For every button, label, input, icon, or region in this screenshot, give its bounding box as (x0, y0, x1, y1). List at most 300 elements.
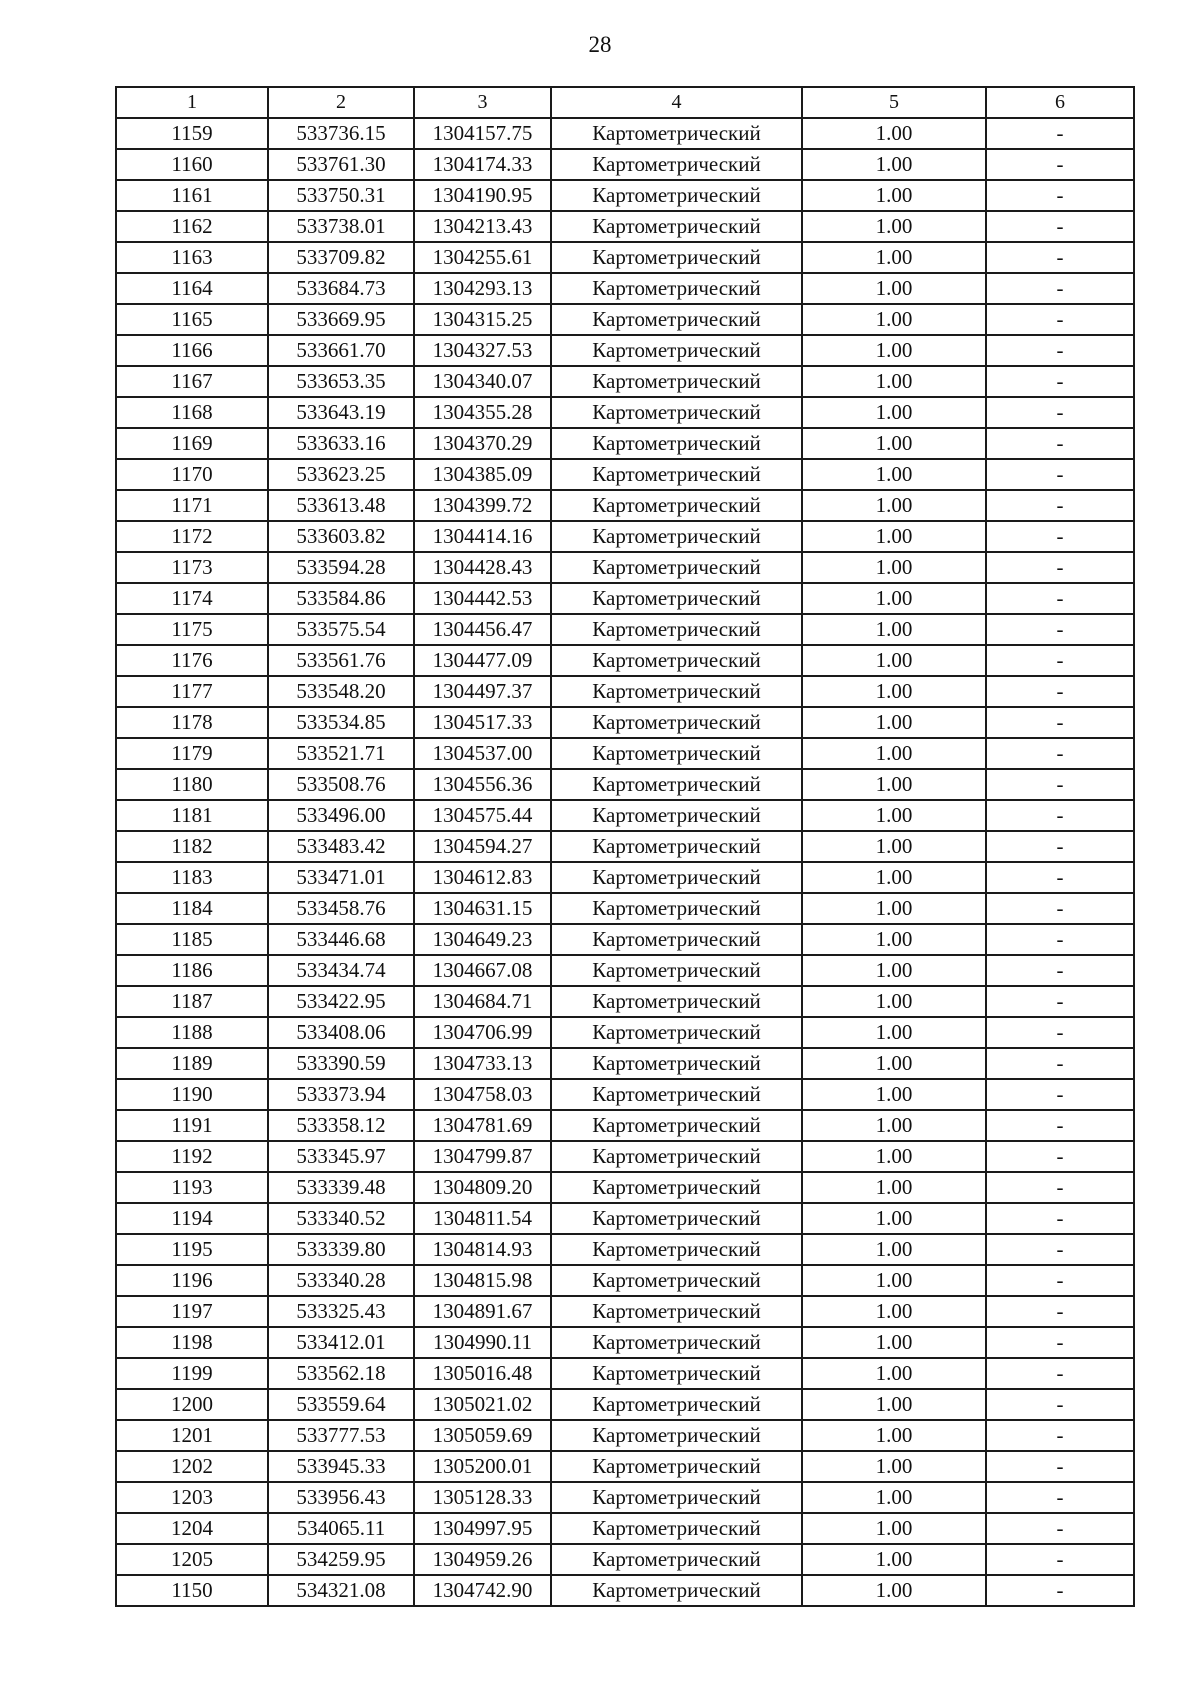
header-row (116, 87, 1134, 118)
method-cell: Картометрический (551, 1451, 802, 1482)
y-coordinate-cell: 1304684.71 (414, 986, 551, 1017)
y-coordinate-cell: 1305021.02 (414, 1389, 551, 1420)
description-cell: - (986, 800, 1134, 831)
description-cell: - (986, 1389, 1134, 1420)
table-row (116, 1451, 1134, 1482)
table-row (116, 1234, 1134, 1265)
method-cell: Картометрический (551, 1327, 802, 1358)
description-cell: - (986, 707, 1134, 738)
y-coordinate-cell: 1304649.23 (414, 924, 551, 955)
x-coordinate-cell: 533390.59 (268, 1048, 414, 1079)
y-coordinate-cell: 1304537.00 (414, 738, 551, 769)
x-coordinate-cell: 533777.53 (268, 1420, 414, 1451)
point-number-cell: 1185 (116, 924, 268, 955)
point-number-cell: 1192 (116, 1141, 268, 1172)
method-cell: Картометрический (551, 1265, 802, 1296)
description-cell: - (986, 1048, 1134, 1079)
x-coordinate-cell: 533483.42 (268, 831, 414, 862)
table-body (116, 118, 1134, 1606)
y-coordinate-cell: 1304399.72 (414, 490, 551, 521)
x-coordinate-cell: 533736.15 (268, 118, 414, 149)
accuracy-cell: 1.00 (802, 180, 986, 211)
description-cell: - (986, 955, 1134, 986)
table-row (116, 149, 1134, 180)
x-coordinate-cell: 534065.11 (268, 1513, 414, 1544)
table-row (116, 118, 1134, 149)
point-number-cell: 1186 (116, 955, 268, 986)
x-coordinate-cell: 533603.82 (268, 521, 414, 552)
point-number-cell: 1183 (116, 862, 268, 893)
description-cell: - (986, 1482, 1134, 1513)
description-cell: - (986, 1141, 1134, 1172)
accuracy-cell: 1.00 (802, 1265, 986, 1296)
description-cell: - (986, 552, 1134, 583)
table-row (116, 1389, 1134, 1420)
x-coordinate-cell: 533613.48 (268, 490, 414, 521)
description-cell: - (986, 1017, 1134, 1048)
point-number-cell: 1173 (116, 552, 268, 583)
table-row (116, 1141, 1134, 1172)
method-cell: Картометрический (551, 738, 802, 769)
point-number-cell: 1190 (116, 1079, 268, 1110)
description-cell: - (986, 986, 1134, 1017)
x-coordinate-cell: 533496.00 (268, 800, 414, 831)
description-cell: - (986, 304, 1134, 335)
accuracy-cell: 1.00 (802, 800, 986, 831)
method-cell: Картометрический (551, 273, 802, 304)
accuracy-cell: 1.00 (802, 1389, 986, 1420)
accuracy-cell: 1.00 (802, 490, 986, 521)
accuracy-cell: 1.00 (802, 1513, 986, 1544)
column-header-3: 3 (414, 87, 551, 118)
accuracy-cell: 1.00 (802, 738, 986, 769)
method-cell: Картометрический (551, 1048, 802, 1079)
description-cell: - (986, 1110, 1134, 1141)
method-cell: Картометрический (551, 1296, 802, 1327)
accuracy-cell: 1.00 (802, 583, 986, 614)
x-coordinate-cell: 533340.28 (268, 1265, 414, 1296)
method-cell: Картометрический (551, 893, 802, 924)
y-coordinate-cell: 1304575.44 (414, 800, 551, 831)
point-number-cell: 1161 (116, 180, 268, 211)
x-coordinate-cell: 533945.33 (268, 1451, 414, 1482)
description-cell: - (986, 366, 1134, 397)
point-number-cell: 1171 (116, 490, 268, 521)
y-coordinate-cell: 1304428.43 (414, 552, 551, 583)
description-cell: - (986, 676, 1134, 707)
description-cell: - (986, 893, 1134, 924)
description-cell: - (986, 1172, 1134, 1203)
x-coordinate-cell: 533408.06 (268, 1017, 414, 1048)
y-coordinate-cell: 1304340.07 (414, 366, 551, 397)
point-number-cell: 1187 (116, 986, 268, 1017)
accuracy-cell: 1.00 (802, 1048, 986, 1079)
y-coordinate-cell: 1304442.53 (414, 583, 551, 614)
table-row (116, 397, 1134, 428)
description-cell: - (986, 583, 1134, 614)
description-cell: - (986, 118, 1134, 149)
accuracy-cell: 1.00 (802, 242, 986, 273)
accuracy-cell: 1.00 (802, 707, 986, 738)
x-coordinate-cell: 533559.64 (268, 1389, 414, 1420)
method-cell: Картометрический (551, 614, 802, 645)
x-coordinate-cell: 533534.85 (268, 707, 414, 738)
method-cell: Картометрический (551, 986, 802, 1017)
accuracy-cell: 1.00 (802, 521, 986, 552)
x-coordinate-cell: 533633.16 (268, 428, 414, 459)
point-number-cell: 1202 (116, 1451, 268, 1482)
method-cell: Картометрический (551, 490, 802, 521)
point-number-cell: 1162 (116, 211, 268, 242)
y-coordinate-cell: 1304733.13 (414, 1048, 551, 1079)
point-number-cell: 1184 (116, 893, 268, 924)
description-cell: - (986, 862, 1134, 893)
y-coordinate-cell: 1304809.20 (414, 1172, 551, 1203)
y-coordinate-cell: 1304799.87 (414, 1141, 551, 1172)
table-row (116, 955, 1134, 986)
description-cell: - (986, 428, 1134, 459)
description-cell: - (986, 335, 1134, 366)
x-coordinate-cell: 533458.76 (268, 893, 414, 924)
table-row (116, 552, 1134, 583)
x-coordinate-cell: 533684.73 (268, 273, 414, 304)
accuracy-cell: 1.00 (802, 397, 986, 428)
description-cell: - (986, 149, 1134, 180)
method-cell: Картометрический (551, 397, 802, 428)
method-cell: Картометрический (551, 1141, 802, 1172)
table-row (116, 831, 1134, 862)
description-cell: - (986, 614, 1134, 645)
method-cell: Картометрический (551, 1358, 802, 1389)
description-cell: - (986, 1079, 1134, 1110)
y-coordinate-cell: 1304758.03 (414, 1079, 551, 1110)
x-coordinate-cell: 533750.31 (268, 180, 414, 211)
y-coordinate-cell: 1304190.95 (414, 180, 551, 211)
point-number-cell: 1179 (116, 738, 268, 769)
point-number-cell: 1174 (116, 583, 268, 614)
description-cell: - (986, 1265, 1134, 1296)
x-coordinate-cell: 533339.80 (268, 1234, 414, 1265)
x-coordinate-cell: 533434.74 (268, 955, 414, 986)
point-number-cell: 1176 (116, 645, 268, 676)
method-cell: Картометрический (551, 366, 802, 397)
description-cell: - (986, 769, 1134, 800)
description-cell: - (986, 1451, 1134, 1482)
accuracy-cell: 1.00 (802, 1079, 986, 1110)
accuracy-cell: 1.00 (802, 924, 986, 955)
y-coordinate-cell: 1304414.16 (414, 521, 551, 552)
table-row (116, 1203, 1134, 1234)
method-cell: Картометрический (551, 955, 802, 986)
method-cell: Картометрический (551, 1017, 802, 1048)
y-coordinate-cell: 1304706.99 (414, 1017, 551, 1048)
accuracy-cell: 1.00 (802, 614, 986, 645)
description-cell: - (986, 1358, 1134, 1389)
y-coordinate-cell: 1304814.93 (414, 1234, 551, 1265)
point-number-cell: 1197 (116, 1296, 268, 1327)
x-coordinate-cell: 533661.70 (268, 335, 414, 366)
accuracy-cell: 1.00 (802, 986, 986, 1017)
y-coordinate-cell: 1304815.98 (414, 1265, 551, 1296)
point-number-cell: 1181 (116, 800, 268, 831)
table-row (116, 1327, 1134, 1358)
accuracy-cell: 1.00 (802, 645, 986, 676)
point-number-cell: 1204 (116, 1513, 268, 1544)
y-coordinate-cell: 1304631.15 (414, 893, 551, 924)
page-number: 28 (588, 32, 612, 57)
description-cell: - (986, 738, 1134, 769)
x-coordinate-cell: 534259.95 (268, 1544, 414, 1575)
x-coordinate-cell: 533373.94 (268, 1079, 414, 1110)
table-row (116, 1017, 1134, 1048)
method-cell: Картометрический (551, 1079, 802, 1110)
method-cell: Картометрический (551, 1544, 802, 1575)
table-row (116, 1110, 1134, 1141)
description-cell: - (986, 211, 1134, 242)
y-coordinate-cell: 1304157.75 (414, 118, 551, 149)
table-row (116, 924, 1134, 955)
point-number-cell: 1200 (116, 1389, 268, 1420)
y-coordinate-cell: 1304355.28 (414, 397, 551, 428)
table-row (116, 1172, 1134, 1203)
point-number-cell: 1150 (116, 1575, 268, 1606)
x-coordinate-cell: 533562.18 (268, 1358, 414, 1389)
table-row (116, 490, 1134, 521)
table-row (116, 583, 1134, 614)
accuracy-cell: 1.00 (802, 428, 986, 459)
description-cell: - (986, 1420, 1134, 1451)
y-coordinate-cell: 1304385.09 (414, 459, 551, 490)
method-cell: Картометрический (551, 149, 802, 180)
x-coordinate-cell: 533340.52 (268, 1203, 414, 1234)
x-coordinate-cell: 533738.01 (268, 211, 414, 242)
x-coordinate-cell: 533339.48 (268, 1172, 414, 1203)
table-row (116, 707, 1134, 738)
y-coordinate-cell: 1305059.69 (414, 1420, 551, 1451)
description-cell: - (986, 397, 1134, 428)
y-coordinate-cell: 1304517.33 (414, 707, 551, 738)
x-coordinate-cell: 533345.97 (268, 1141, 414, 1172)
description-cell: - (986, 924, 1134, 955)
method-cell: Картометрический (551, 1420, 802, 1451)
point-number-cell: 1175 (116, 614, 268, 645)
table-row (116, 180, 1134, 211)
point-number-cell: 1159 (116, 118, 268, 149)
y-coordinate-cell: 1304477.09 (414, 645, 551, 676)
x-coordinate-cell: 533508.76 (268, 769, 414, 800)
y-coordinate-cell: 1304811.54 (414, 1203, 551, 1234)
table-row (116, 1575, 1134, 1606)
table-row (116, 800, 1134, 831)
x-coordinate-cell: 534321.08 (268, 1575, 414, 1606)
point-number-cell: 1191 (116, 1110, 268, 1141)
point-number-cell: 1180 (116, 769, 268, 800)
x-coordinate-cell: 533584.86 (268, 583, 414, 614)
accuracy-cell: 1.00 (802, 149, 986, 180)
table-row (116, 893, 1134, 924)
table-row (116, 1079, 1134, 1110)
y-coordinate-cell: 1304327.53 (414, 335, 551, 366)
description-cell: - (986, 1234, 1134, 1265)
y-coordinate-cell: 1304742.90 (414, 1575, 551, 1606)
x-coordinate-cell: 533446.68 (268, 924, 414, 955)
point-number-cell: 1203 (116, 1482, 268, 1513)
method-cell: Картометрический (551, 1110, 802, 1141)
x-coordinate-cell: 533412.01 (268, 1327, 414, 1358)
accuracy-cell: 1.00 (802, 1482, 986, 1513)
description-cell: - (986, 1575, 1134, 1606)
method-cell: Картометрический (551, 800, 802, 831)
table-row (116, 428, 1134, 459)
point-number-cell: 1205 (116, 1544, 268, 1575)
description-cell: - (986, 273, 1134, 304)
point-number-cell: 1166 (116, 335, 268, 366)
y-coordinate-cell: 1304990.11 (414, 1327, 551, 1358)
accuracy-cell: 1.00 (802, 676, 986, 707)
point-number-cell: 1198 (116, 1327, 268, 1358)
table-row (116, 335, 1134, 366)
x-coordinate-cell: 533521.71 (268, 738, 414, 769)
point-number-cell: 1165 (116, 304, 268, 335)
y-coordinate-cell: 1305200.01 (414, 1451, 551, 1482)
point-number-cell: 1182 (116, 831, 268, 862)
y-coordinate-cell: 1304370.29 (414, 428, 551, 459)
accuracy-cell: 1.00 (802, 459, 986, 490)
table-row (116, 1513, 1134, 1544)
y-coordinate-cell: 1304667.08 (414, 955, 551, 986)
table-header (116, 87, 1134, 118)
point-number-cell: 1160 (116, 149, 268, 180)
column-header-1: 1 (116, 87, 268, 118)
y-coordinate-cell: 1304781.69 (414, 1110, 551, 1141)
point-number-cell: 1163 (116, 242, 268, 273)
table-row (116, 676, 1134, 707)
method-cell: Картометрический (551, 1203, 802, 1234)
description-cell: - (986, 490, 1134, 521)
method-cell: Картометрический (551, 242, 802, 273)
x-coordinate-cell: 533623.25 (268, 459, 414, 490)
point-number-cell: 1194 (116, 1203, 268, 1234)
description-cell: - (986, 1203, 1134, 1234)
description-cell: - (986, 521, 1134, 552)
method-cell: Картометрический (551, 1234, 802, 1265)
point-number-cell: 1189 (116, 1048, 268, 1079)
description-cell: - (986, 242, 1134, 273)
description-cell: - (986, 1296, 1134, 1327)
table-row (116, 211, 1134, 242)
method-cell: Картометрический (551, 676, 802, 707)
x-coordinate-cell: 533653.35 (268, 366, 414, 397)
method-cell: Картометрический (551, 335, 802, 366)
x-coordinate-cell: 533709.82 (268, 242, 414, 273)
accuracy-cell: 1.00 (802, 304, 986, 335)
coordinates-table (115, 86, 1135, 1607)
point-number-cell: 1164 (116, 273, 268, 304)
method-cell: Картометрический (551, 1389, 802, 1420)
accuracy-cell: 1.00 (802, 1544, 986, 1575)
accuracy-cell: 1.00 (802, 335, 986, 366)
accuracy-cell: 1.00 (802, 273, 986, 304)
table-row (116, 645, 1134, 676)
method-cell: Картометрический (551, 645, 802, 676)
column-header-5: 5 (802, 87, 986, 118)
point-number-cell: 1170 (116, 459, 268, 490)
accuracy-cell: 1.00 (802, 1420, 986, 1451)
accuracy-cell: 1.00 (802, 552, 986, 583)
accuracy-cell: 1.00 (802, 1110, 986, 1141)
y-coordinate-cell: 1304612.83 (414, 862, 551, 893)
y-coordinate-cell: 1304959.26 (414, 1544, 551, 1575)
table-row (116, 366, 1134, 397)
x-coordinate-cell: 533358.12 (268, 1110, 414, 1141)
method-cell: Картометрический (551, 211, 802, 242)
accuracy-cell: 1.00 (802, 1296, 986, 1327)
accuracy-cell: 1.00 (802, 893, 986, 924)
table-row (116, 1420, 1134, 1451)
x-coordinate-cell: 533761.30 (268, 149, 414, 180)
y-coordinate-cell: 1304891.67 (414, 1296, 551, 1327)
accuracy-cell: 1.00 (802, 1017, 986, 1048)
table-row (116, 1265, 1134, 1296)
table-row (116, 1482, 1134, 1513)
point-number-cell: 1201 (116, 1420, 268, 1451)
accuracy-cell: 1.00 (802, 1327, 986, 1358)
point-number-cell: 1167 (116, 366, 268, 397)
method-cell: Картометрический (551, 831, 802, 862)
accuracy-cell: 1.00 (802, 1203, 986, 1234)
accuracy-cell: 1.00 (802, 831, 986, 862)
x-coordinate-cell: 533471.01 (268, 862, 414, 893)
accuracy-cell: 1.00 (802, 1141, 986, 1172)
x-coordinate-cell: 533548.20 (268, 676, 414, 707)
method-cell: Картометрический (551, 459, 802, 490)
y-coordinate-cell: 1304556.36 (414, 769, 551, 800)
table-row (116, 459, 1134, 490)
y-coordinate-cell: 1304315.25 (414, 304, 551, 335)
method-cell: Картометрический (551, 180, 802, 211)
accuracy-cell: 1.00 (802, 862, 986, 893)
accuracy-cell: 1.00 (802, 769, 986, 800)
description-cell: - (986, 645, 1134, 676)
method-cell: Картометрический (551, 118, 802, 149)
y-coordinate-cell: 1304456.47 (414, 614, 551, 645)
method-cell: Картометрический (551, 924, 802, 955)
accuracy-cell: 1.00 (802, 1451, 986, 1482)
accuracy-cell: 1.00 (802, 211, 986, 242)
x-coordinate-cell: 533561.76 (268, 645, 414, 676)
point-number-cell: 1168 (116, 397, 268, 428)
point-number-cell: 1169 (116, 428, 268, 459)
y-coordinate-cell: 1304255.61 (414, 242, 551, 273)
table-row (116, 521, 1134, 552)
y-coordinate-cell: 1304594.27 (414, 831, 551, 862)
accuracy-cell: 1.00 (802, 366, 986, 397)
table-row (116, 862, 1134, 893)
method-cell: Картометрический (551, 583, 802, 614)
x-coordinate-cell: 533325.43 (268, 1296, 414, 1327)
method-cell: Картометрический (551, 1575, 802, 1606)
column-header-2: 2 (268, 87, 414, 118)
method-cell: Картометрический (551, 552, 802, 583)
method-cell: Картометрический (551, 769, 802, 800)
table-row (116, 769, 1134, 800)
point-number-cell: 1172 (116, 521, 268, 552)
accuracy-cell: 1.00 (802, 955, 986, 986)
accuracy-cell: 1.00 (802, 118, 986, 149)
x-coordinate-cell: 533422.95 (268, 986, 414, 1017)
table-row (116, 1544, 1134, 1575)
description-cell: - (986, 831, 1134, 862)
